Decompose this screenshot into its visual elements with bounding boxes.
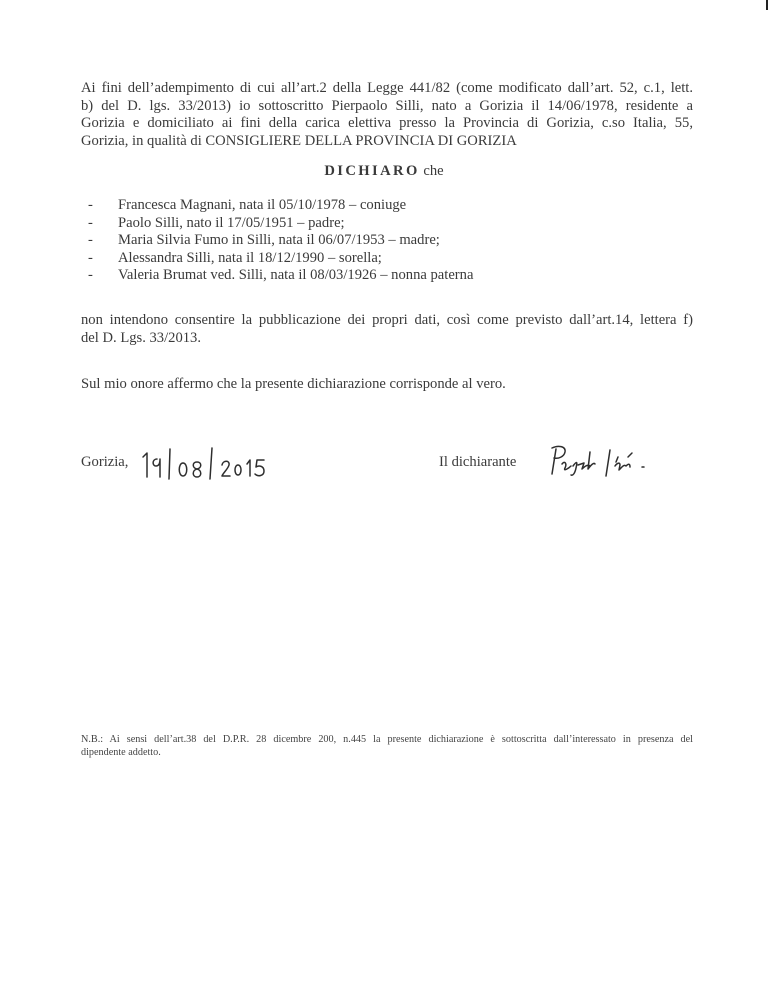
- list-bullet: -: [88, 267, 93, 284]
- place-label: Gorizia,: [81, 454, 129, 470]
- intro-line: b) del D. lgs. 33/2013) io sottoscritto Pierpaolo Silli, nato a Gorizia il 14/06/1978, residente a: [81, 97, 693, 114]
- family-member-text: Francesca Magnani, nata il 05/10/1978 – coniuge: [118, 197, 407, 213]
- list-bullet: -: [88, 249, 93, 266]
- declarant-label: Il dichiarante: [439, 454, 517, 470]
- intro-paragraph: [81, 80, 693, 150]
- declaration-heading: [0, 163, 768, 180]
- handwritten-date: [140, 446, 275, 480]
- footnote-line: N.B.: Ai sensi dell’art.38 del D.P.R. 28 dicembre 200, n.445 la presente dichiarazione è sottoscritta dall’interessato in presenza del: [81, 734, 693, 745]
- family-member-text: Maria Silvia Fumo in Silli, nata il 06/07/1953 – madre;: [118, 232, 440, 249]
- family-member-text: Valeria Brumat ved. Silli, nata il 08/03/1926 – nonna paterna: [118, 267, 474, 284]
- heading-word: DICHIARO: [324, 163, 420, 179]
- heading-suffix: che: [423, 163, 444, 179]
- list-item: [88, 267, 473, 285]
- list-item: [88, 215, 473, 233]
- statement-line: non intendono consentire la pubblicazione dei propri dati, così come previsto dall’art.14, lettera f): [81, 312, 693, 328]
- list-bullet: -: [88, 214, 93, 231]
- footnote-line: dipendente addetto.: [81, 747, 161, 758]
- list-bullet: -: [88, 232, 93, 249]
- handwritten-signature: [548, 440, 660, 482]
- statement-line: del D. Lgs. 33/2013.: [81, 330, 201, 346]
- list-item: [88, 232, 473, 250]
- family-member-text: Paolo Silli, nato il 17/05/1951 – padre;: [118, 214, 345, 231]
- list-bullet: -: [88, 197, 93, 213]
- list-item: [88, 250, 473, 268]
- family-members-list: [88, 197, 473, 285]
- list-item: [88, 197, 473, 215]
- honor-statement: Sul mio onore affermo che la presente dichiarazione corrisponde al vero.: [81, 376, 506, 392]
- intro-line: Gorizia e domiciliato ai fini della carica elettiva presso la Provincia di Gorizia, c.so Italia, 55,: [81, 115, 693, 132]
- intro-line: Gorizia, in qualità di CONSIGLIERE DELLA PROVINCIA DI GORIZIA: [81, 132, 517, 149]
- consent-statement: [81, 311, 693, 347]
- family-member-text: Alessandra Silli, nata il 18/12/1990 – sorella;: [118, 249, 382, 266]
- intro-line: Ai fini dell’adempimento di cui all’art.2 della Legge 441/82 (come modificato dall’art. 52, c.1, lett.: [81, 80, 693, 96]
- footnote: [81, 733, 693, 759]
